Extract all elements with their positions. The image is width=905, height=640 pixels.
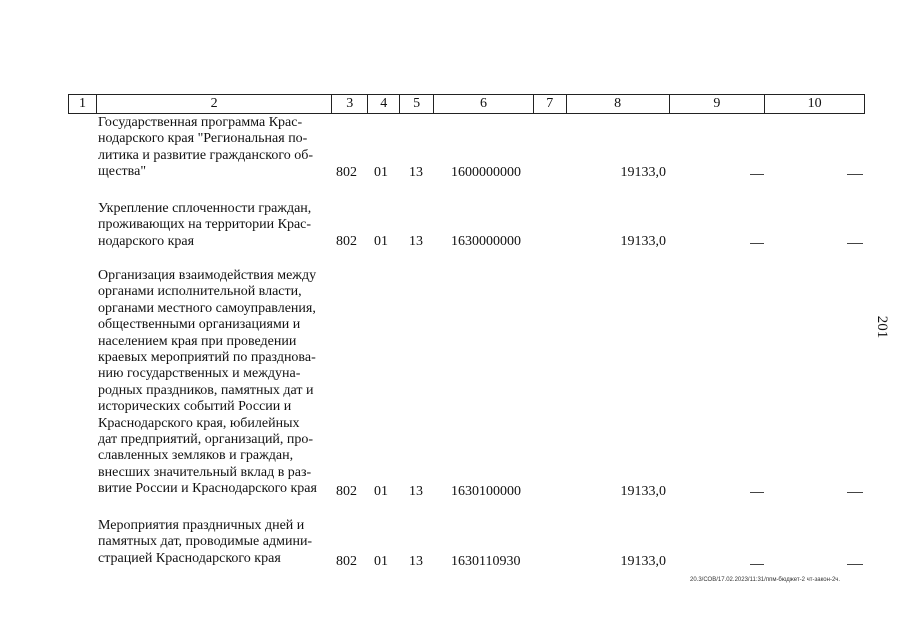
header-col-9: 9 xyxy=(670,95,766,113)
cell-ministry-code: 802 xyxy=(336,165,357,180)
header-col-2: 2 xyxy=(97,95,332,113)
dash-col-9 xyxy=(750,243,764,244)
dash-col-10 xyxy=(847,174,863,175)
header-col-5: 5 xyxy=(400,95,434,113)
cell-ministry-code: 802 xyxy=(336,554,357,569)
cell-section: 01 xyxy=(374,484,388,499)
header-col-10: 10 xyxy=(807,96,822,111)
header-col-6: 6 xyxy=(434,95,534,113)
dash-col-10 xyxy=(847,564,863,565)
header-col-7: 7 xyxy=(534,95,567,113)
cell-target-article: 1630110930 xyxy=(451,554,521,569)
row-description: Мероприятия праздничных дней и памятных дат, проводимые админи- страцией Краснодарского края xyxy=(98,518,313,566)
cell-section: 01 xyxy=(374,234,388,249)
cell-ministry-code: 802 xyxy=(336,484,357,499)
cell-ministry-code: 802 xyxy=(336,234,357,249)
cell-amount: 19133,0 xyxy=(620,165,666,180)
cell-target-article: 1630100000 xyxy=(451,484,521,499)
cell-subsection: 13 xyxy=(409,234,423,249)
dash-col-9 xyxy=(750,564,764,565)
table-header xyxy=(68,94,865,114)
page-number: 201 xyxy=(874,315,890,339)
cell-target-article: 1630000000 xyxy=(451,234,521,249)
dash-col-10 xyxy=(847,243,863,244)
header-col-8: 8 xyxy=(567,95,670,113)
header-col-4: 4 xyxy=(368,95,400,113)
cell-amount: 19133,0 xyxy=(620,484,666,499)
row-description: Укрепление сплоченности граждан, проживающих на территории Крас- нодарского края xyxy=(98,201,312,249)
row-description: Государственная программа Крас- нодарского края "Региональная по- литика и развитие гражданского об- щества" xyxy=(98,115,313,180)
document-footer: 20.3/СОВ/17.02.2023/11:31/ппм-бюджет-2 чт-закон-2ч. xyxy=(690,577,841,583)
cell-subsection: 13 xyxy=(409,554,423,569)
row-description: Организация взаимодействия между органами исполнительной власти, органами местного самоуправления, общественными организациями и населением края при проведении краевых мероприятий по празднова- нию государственных и междуна- родных праздников, памятных дат и исторических событий России и Краснодарского края, юбилейных дат предприятий, организаций, про- славленных земляков и граждан, внесших значительный вклад в раз- витие России и Краснодарского края xyxy=(98,268,317,497)
header-col-3: 3 xyxy=(332,95,368,113)
dash-col-9 xyxy=(750,492,764,493)
cell-target-article: 1600000000 xyxy=(451,165,521,180)
cell-subsection: 13 xyxy=(409,165,423,180)
cell-subsection: 13 xyxy=(409,484,423,499)
cell-section: 01 xyxy=(374,165,388,180)
cell-amount: 19133,0 xyxy=(620,234,666,249)
dash-col-10 xyxy=(847,492,863,493)
cell-section: 01 xyxy=(374,554,388,569)
dash-col-9 xyxy=(750,174,764,175)
header-col-1: 1 xyxy=(69,95,97,113)
cell-amount: 19133,0 xyxy=(620,554,666,569)
